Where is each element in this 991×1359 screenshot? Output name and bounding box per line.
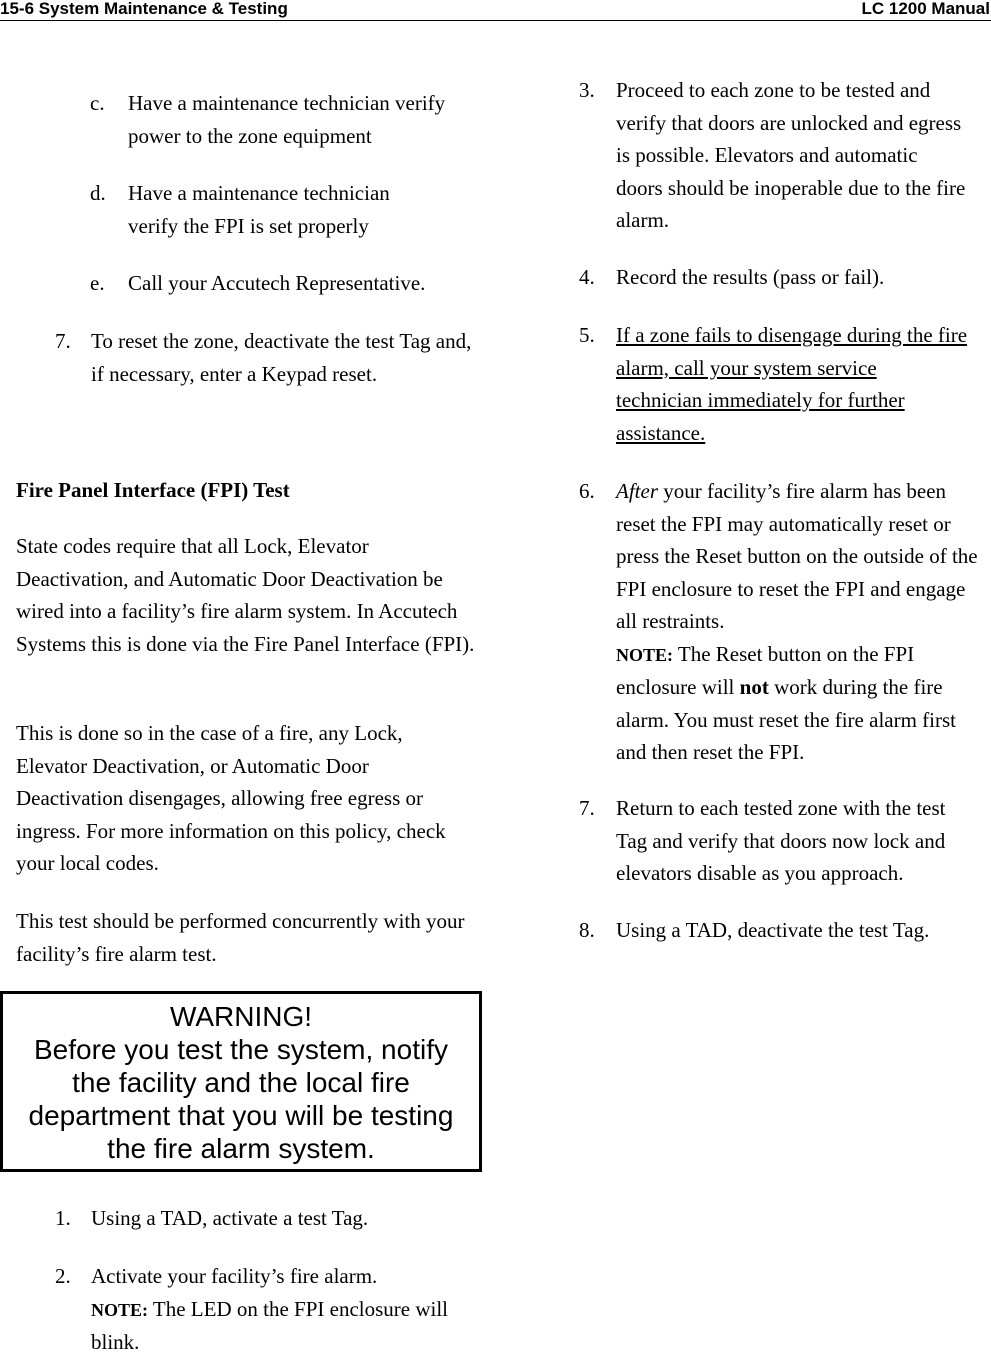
list-item-text: Record the results (pass or fail). [616,265,885,289]
header-manual-title: LC 1200 Manual [861,0,990,18]
note-emphasis: not [739,675,769,699]
list-item-text: Using a TAD, activate a test Tag. [91,1206,369,1230]
warning-title: WARNING! [169,1001,313,1032]
paragraph-concurrent-test: This test should be performed concurrently with your facility’s fire alarm test. [16,909,465,966]
note-label: NOTE: [616,644,674,665]
list-marker: 3. [579,78,595,102]
list-item-text: If a zone fails to disengage during the fire alarm, call your system service technician immediately for further assistance. [616,323,968,445]
list-item-text: Activate your facility’s fire alarm. [91,1264,378,1288]
list-item-text: Call your Accutech Representative. [128,271,426,295]
page-header [0,0,991,21]
list-marker: d. [90,181,106,205]
step-note: NOTE: The Reset button on the FPI enclosure will not work during the fire alarm. You must reset the fire alarm first and then reset the FPI. [616,641,956,764]
section-heading: Fire Panel Interface (FPI) Test [16,478,290,502]
note-text: The LED on the FPI enclosure will blink. [91,1296,448,1354]
list-marker: 7. [579,796,595,820]
warning-box [0,991,482,1172]
paragraph-fire-case: This is done so in the case of a fire, any Lock, Elevator Deactivation, or Automatic Door Deactivation disengages, allowing free egress or ingress. For more information on this policy, check your local codes. [16,721,446,875]
step-note [91,1293,451,1359]
italic-lead: After [616,479,658,503]
list-item-text: Return to each tested zone with the test Tag and verify that doors now lock and elevators disable as you approach. [616,796,946,885]
list-marker: 2. [55,1264,71,1288]
list-item-text: Using a TAD, deactivate the test Tag. [616,918,930,942]
paragraph-state-codes: State codes require that all Lock, Elevator Deactivation, and Automatic Door Deactivation be wired into a facility’s fire alarm system. In Accutech Systems this is done via the Fire Panel Interface (FPI). [16,534,475,656]
list-marker: c. [90,91,105,115]
list-marker: e. [90,271,105,295]
list-marker: 7. [55,329,71,353]
step-2 [55,1260,475,1354]
warning-text: Before you test the system, notify the facility and the local fire department that you will be testing the fire alarm system. [28,1034,454,1164]
list-marker: 5. [579,323,595,347]
header-section-title: 15-6 System Maintenance & Testing [0,0,288,18]
list-item-text: Proceed to each zone to be tested and verify that doors are unlocked and egress is possible. Elevators and automatic doors should be inoperable due to the fire alarm. [616,78,966,232]
list-item-text: Have a maintenance technician verify power to the zone equipment [128,91,446,148]
list-marker: 4. [579,265,595,289]
list-marker: 1. [55,1206,71,1230]
list-item-text: Have a maintenance technician verify the FPI is set properly [128,181,390,238]
list-item-text: After your facility’s fire alarm has been reset the FPI may automatically reset or press the Reset button on the outside of the FPI enclosure to reset the FPI and engage all restraints. [616,479,978,633]
list-marker: 8. [579,918,595,942]
list-item-text: To reset the zone, deactivate the test Tag and, if necessary, enter a Keypad reset. [91,329,472,386]
list-marker: 6. [579,479,595,503]
note-label: NOTE: [91,1299,149,1320]
